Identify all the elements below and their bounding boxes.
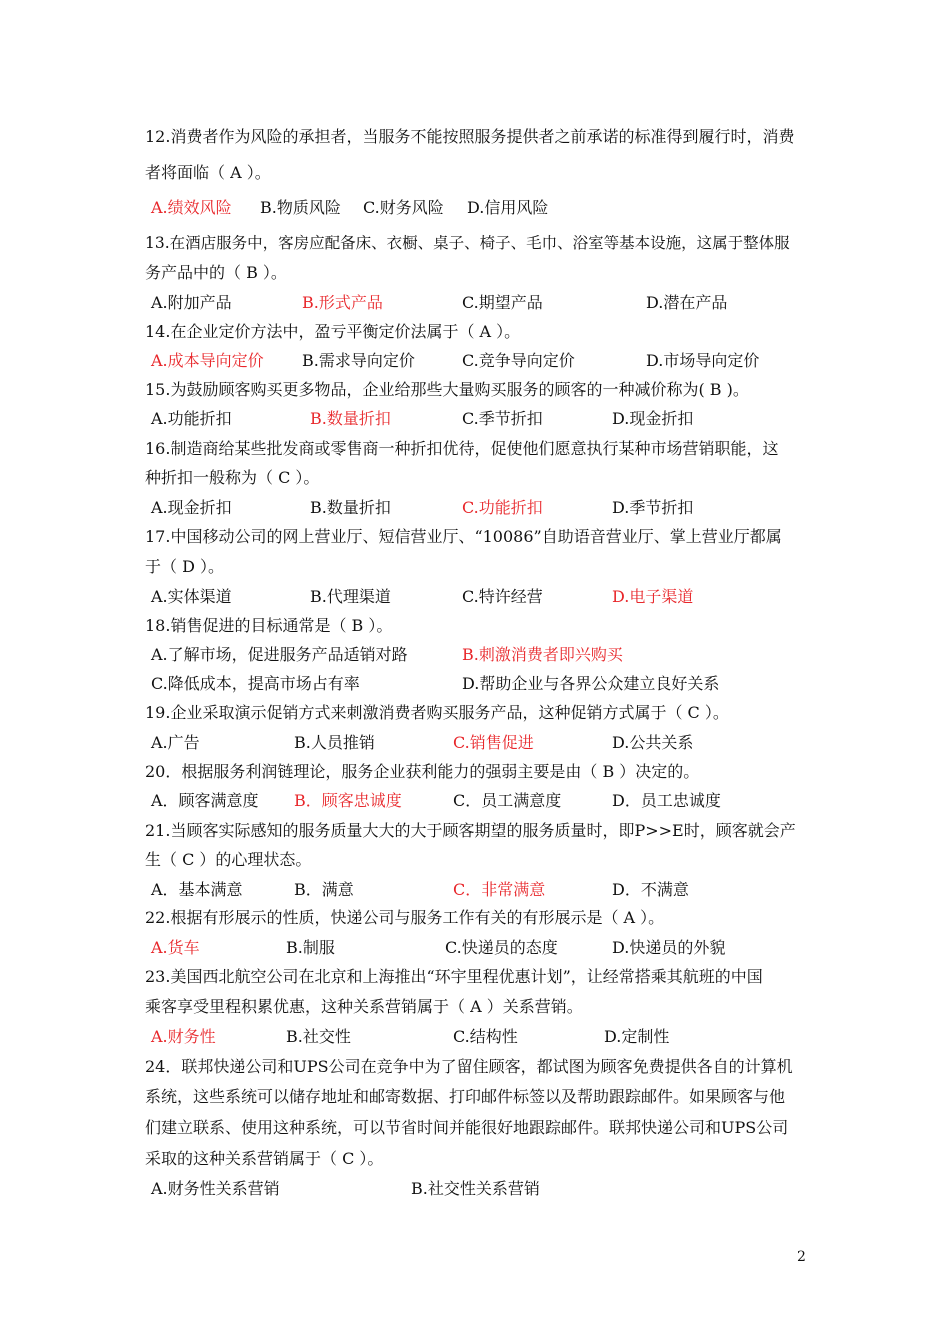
q24-option-b: B.社交性关系营销 [411,1179,540,1198]
question-16-line-1: 16.制造商给某些批发商或零售商一种折扣优待，促使他们愿意执行某种市场营销职能，这 [145,439,779,458]
q17-option-d: D.电子渠道 [612,587,694,606]
question-21-line-2: 生（ C ）的心理状态。 [145,850,312,869]
q13-option-a: A.附加产品 [151,293,232,312]
q19-option-d: D.公共关系 [612,733,694,752]
q23-option-c: C.结构性 [453,1027,518,1046]
q23-option-a: A.财务性 [151,1027,216,1046]
question-12-line-2: 者将面临（ A ）。 [145,163,271,182]
q18-option-d: D.帮助企业与各界公众建立良好关系 [462,674,720,693]
q20-option-d: D．员工忠诚度 [612,791,721,810]
q14-option-b: B.需求导向定价 [302,351,415,370]
question-24-line-3: 们建立联系、使用这种系统，可以节省时间并能很好地跟踪邮件。联邦快递公司和UPS公司 [145,1118,789,1137]
question-12-line-1: 12.消费者作为风险的承担者，当服务不能按照服务提供者之前承诺的标准得到履行时，消费 [145,127,795,146]
question-24-line-4: 采取的这种关系营销属于（ C ）。 [145,1149,384,1168]
q14-option-d: D.市场导向定价 [646,351,760,370]
q14-option-a: A.成本导向定价 [151,351,264,370]
question-17-line-2: 于（ D ）。 [145,557,225,576]
q15-option-a: A.功能折扣 [151,409,232,428]
q17-option-b: B.代理渠道 [310,587,391,606]
q19-option-a: A.广告 [151,733,200,752]
q15-option-d: D.现金折扣 [612,409,694,428]
q13-option-c: C.期望产品 [462,293,543,312]
q22-option-c: C.快递员的态度 [445,938,558,957]
q20-option-b: B．顾客忠诚度 [294,791,402,810]
question-13-line-1: 13.在酒店服务中，客房应配备床、衣橱、桌子、椅子、毛巾、浴室等基本设施，这属于整体服 [145,234,790,252]
q12-option-b: B.物质风险 [260,198,341,217]
q16-option-b: B.数量折扣 [310,498,391,517]
q17-option-a: A.实体渠道 [151,587,232,606]
q13-option-d: D.潜在产品 [646,293,728,312]
q12-option-c: C.财务风险 [363,198,444,217]
q18-option-b: B.刺激消费者即兴购买 [462,645,623,664]
q21-option-c: C．非常满意 [453,880,546,899]
q15-option-b: B.数量折扣 [310,409,391,428]
q21-option-a: A．基本满意 [151,880,243,899]
question-21-line-1: 21.当顾客实际感知的服务质量大大的大于顾客期望的服务质量时，即P>>E时，顾客就会产 [145,821,796,840]
q20-option-a: A．顾客满意度 [151,791,259,810]
question-13-line-2: 务产品中的（ B ）。 [145,263,287,282]
question-23-line-2: 乘客享受里程积累优惠，这种关系营销属于（ A ）关系营销。 [145,997,583,1016]
question-18-line-1: 18.销售促进的目标通常是（ B ）。 [145,616,393,635]
q21-option-d: D．不满意 [612,880,689,899]
q15-option-c: C.季节折扣 [462,409,543,428]
question-19-line-1: 19.企业采取演示促销方式来刺激消费者购买服务产品，这种促销方式属于（ C ）。 [145,703,729,722]
question-23-line-1: 23.美国西北航空公司在北京和上海推出“环宇里程优惠计划”，让经常搭乘其航班的中国 [145,967,763,986]
q12-option-a: A.绩效风险 [151,198,232,217]
question-15-line-1: 15.为鼓励顾客购买更多物品，企业给那些大量购买服务的顾客的一种减价称为( B )。 [145,380,749,399]
q23-option-b: B.社交性 [286,1027,351,1046]
q16-option-a: A.现金折扣 [151,498,232,517]
q14-option-c: C.竞争导向定价 [462,351,575,370]
q20-option-c: C．员工满意度 [453,791,562,810]
q21-option-b: B．满意 [294,880,354,899]
q19-option-b: B.人员推销 [294,733,375,752]
q22-option-b: B.制服 [286,938,335,957]
q16-option-d: D.季节折扣 [612,498,694,517]
question-16-line-2: 种折扣一般称为（ C ）。 [145,468,320,487]
question-17-line-1: 17.中国移动公司的网上营业厅、短信营业厅、“10086”自助语音营业厅、掌上营业厅都属 [145,527,782,546]
q23-option-d: D.定制性 [604,1027,670,1046]
question-22-line-1: 22.根据有形展示的性质，快递公司与服务工作有关的有形展示是（ A ）。 [145,908,665,927]
q13-option-b: B.形式产品 [302,293,383,312]
q18-option-a: A.了解市场，促进服务产品适销对路 [151,645,408,664]
q24-option-a: A.财务性关系营销 [151,1179,280,1198]
question-20-line-1: 20．根据服务利润链理论，服务企业获利能力的强弱主要是由（ B ）决定的。 [145,762,700,781]
q17-option-c: C.特许经营 [462,587,543,606]
question-24-line-2: 系统，这些系统可以储存地址和邮寄数据、打印邮件标签以及帮助跟踪邮件。如果顾客与他 [145,1087,786,1106]
q22-option-a: A.货车 [151,938,200,957]
page-number: 2 [797,1249,806,1265]
q12-option-d: D.信用风险 [467,198,549,217]
question-24-line-1: 24．联邦快递公司和UPS公司在竞争中为了留住顾客，都试图为顾客免费提供各自的计算机 [145,1057,793,1076]
q18-option-c: C.降低成本，提高市场占有率 [151,674,360,693]
q22-option-d: D.快递员的外貌 [612,938,726,957]
q16-option-c: C.功能折扣 [462,498,543,517]
q19-option-c: C.销售促进 [453,733,534,752]
question-14-line-1: 14.在企业定价方法中，盈亏平衡定价法属于（ A ）。 [145,322,521,341]
